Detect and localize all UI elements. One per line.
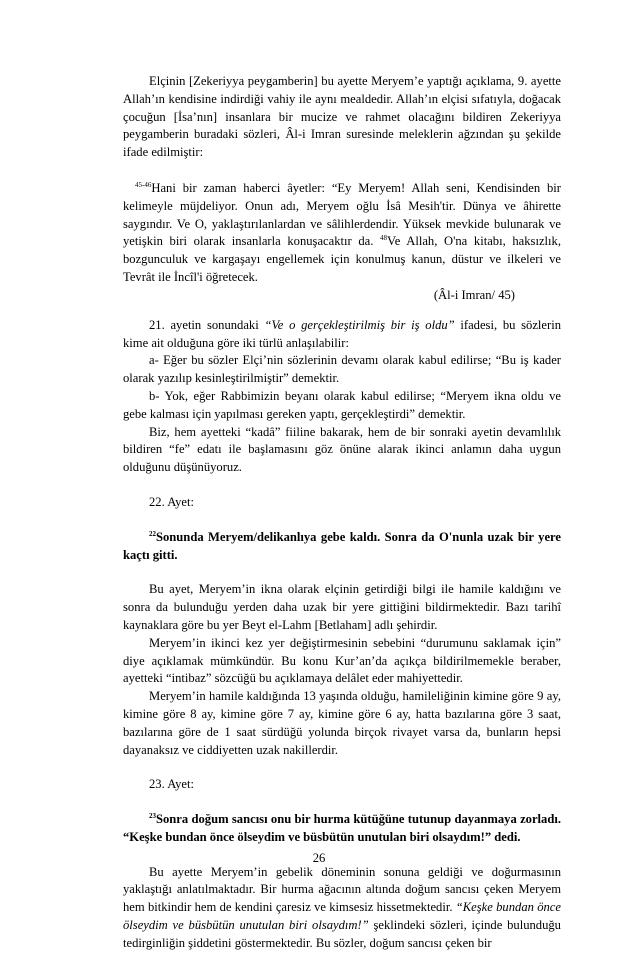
verse-number: 23 xyxy=(149,812,156,821)
paragraph-intro: Elçinin [Zekeriyya peygamberin] bu ayette Meryem’e yaptığı açıklama, 9. ayette Allah’ın kendisine indirdiği vahiy ile aynı mealdedir. Allah’ın elçisi sıfatıyla, doğacak çocuğun [İsa’nın] insanlara bir mucize ve rahmet olacağını bildiren Zekeriyya peygamberin buradaki sözleri, Âl-i Imran suresinde meleklerin ağzından şu şekilde ifade edilmiştir: xyxy=(123,74,561,160)
ayet-22-heading: 22. Ayet: xyxy=(149,494,195,509)
page-number: 26 xyxy=(312,851,326,865)
verse-number: 48 xyxy=(380,234,388,243)
paragraph-relocation: Meryem’in ikinci kez yer değiştirmesinin sebebini “durumunu saklamak için” diye açıklamak mümkündür. Bu konu Kur’an’da açıkça bildirilmemekle beraber, ayetteki “intibaz” sözcüğü bu açıklamaya delâlet eder mahiyettedir. xyxy=(123,635,561,686)
paragraph-location: Bu ayet, Meryem’in ikna olarak elçinin getirdiği bilgi ile hamile kaldığını ve sonra da bulunduğu yerden daha uzak bir yere gittiğini bildirmektedir. Bazı tarihî kaynaklara göre bu yer Beyt el-Lahm [Betlaham] adlı şehirdir. xyxy=(123,582,561,632)
ayet-23-heading: 23. Ayet: xyxy=(149,777,195,792)
italic-quote: “Ve o gerçekleştirilmiş bir iş oldu” xyxy=(264,317,455,332)
ayet-23-text: $^{23}$Sonra doğum sancısı onu bir hurma kütüğüne tutunup dayanmaya zorladı. “Keşke bundan önce ölseydim ve büsbütün unutulan biri olsaydım!” dedi. xyxy=(123,812,561,844)
paragraph-conclusion: Biz, hem ayetteki “kadâ” fiiline bakarak, hem de bir sonraki ayetin devamlılık bildiren “fe” edatı ile başlamasını göz önüne alarak ikinci anlamın daha uygun olduğunu düşünüyoruz. xyxy=(123,424,561,475)
ayet-22-text: $^{22}$Sonunda Meryem/delikanlıya gebe kaldı. Sonra da O'nunla uzak bir yere kaçtı gitti. xyxy=(123,529,561,562)
quote-source: (Âl-i Imran/ 45) xyxy=(433,287,515,302)
paragraph-option-a: a- Eğer bu sözler Elçi’nin sözlerinin devamı olarak kabul edilirse; “Bu iş kader olarak yazılıp kesinleştirilmiştir” demektir. xyxy=(123,353,561,386)
paragraph-option-b: b- Yok, eğer Rabbimizin beyanı olarak kabul edilirse; “Meryem ikna oldu ve gebe kalması için yapılması gereken yaptı, gerçekleştirdi” demektir. xyxy=(123,388,561,421)
quote-text: $^{45-46}$Hani bir zaman haberci âyetler: “Ey Meryem! Allah seni, Kendisinden bir kelimeyle müjdeliyor. Onun adı, Meryem oğlu İsâ Mesih'tir. Dünya ve âhirette saygındır. Ve O, yaklaştırılanlardan ve sâlihlerdendir. Yüksek mevkide bulunarak ve yetişkin biri olarak insanlarla konuşacaktır da. $^{48}$Ve Allah, O'na kitabı, haksızlık, bozgunculuk ve kargaşayı engellemek için konulmuş kanun, düstur ve ilkeleri ve Tevrât ile İncîl'i öğretecek. xyxy=(123,180,561,284)
page-body xyxy=(123,73,561,953)
verse-number: 45-46 xyxy=(135,180,152,189)
italic-quote: “Keşke bundan önce ölseydim ve büsbütün unutulan biri olsaydım!” xyxy=(123,900,561,933)
paragraph-narrations: Meryem’in hamile kaldığında 13 yaşında olduğu, hamileliğinin kimine göre 9 ay, kimine göre 8 ay, kimine göre 7 ay, kimine göre 6 ay, hatta bazılarına göre 3 saat, bazılarına göre de 1 saat sürdüğü yolunda birçok rivayet varsa da, bunların hepsi dayanaksız ve ciddiyetten uzak nakillerdir. xyxy=(123,689,561,757)
quran-quote-block xyxy=(123,180,561,303)
paragraph-verse21: 21. ayetin sonundaki “Ve o gerçekleştirilmiş bir iş oldu” ifadesi, bu sözlerin kime ait olduğuna göre iki türlü anlaşılabilir: xyxy=(123,317,562,350)
paragraph-labor: Bu ayette Meryem’in gebelik döneminin sonuna geldiği ve doğurmasının yaklaştığı anlatılmaktadır. Bir hurma ağacının altında doğum sancısı çeken Meryem hem bitkindir hem de kendini çaresiz ve kimsesiz hissetmektedir. “Keşke bundan önce ölseydim ve büsbütün unutulan biri olsaydım!” şeklindeki sözleri, içinde bulunduğu tedirginliğin şiddetini göstermektedir. Bu sözler, doğum sancısı çeken bir xyxy=(123,864,561,950)
verse-number: 22 xyxy=(149,529,156,538)
